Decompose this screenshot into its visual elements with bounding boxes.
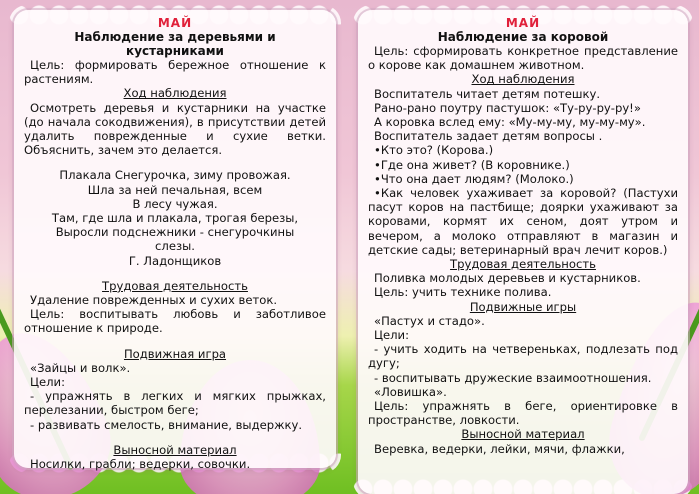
goal-text: Цель: формировать бережное отношение к растениям. [24,58,326,87]
poem-author: Г. Ладонщиков [128,253,222,268]
material-heading: Выносной материал [113,442,237,457]
observation-line: А коровка вслед ему: «Му-му-му, му-му-му». [374,115,646,130]
poem-line: слезы. [155,239,195,254]
labor-goal: Цель: учить технике полива. [374,285,552,300]
question-item: •Где она живет? (В коровнике.) [374,157,570,172]
game-goals-label: Цели: [374,328,409,343]
observation-line: Воспитатель задает детям вопросы . [374,129,603,144]
material-text: Веревка, ведерки, лейки, мячи, флажки, [374,441,625,456]
goal-text: Цель: сформировать конкретное представление о корове как домашнем животном. [368,44,678,73]
month-label: МАЙ [505,16,541,30]
labor-goal: Цель: воспитывать любовь и заботливое отношение к природе. [24,307,326,336]
card-title: Наблюдение за деревьями и кустарниками [74,30,276,58]
card-title: Наблюдение за коровой [437,30,609,44]
game-goal: - упражнять в легких и мягких прыжках, перелезании, быстром беге; [24,389,326,418]
game-name: «Ловишка». [374,384,447,399]
poem-line: Плакала Снегурочка, зиму провожая. [59,168,291,183]
labor-heading: Трудовая деятельность [102,278,248,293]
game-goal: - учить ходить на четвереньках, подлезать под дугу; [368,342,678,371]
poem [24,168,326,267]
poem-line: В лесу чужая. [132,196,218,211]
question-item: •Как человек ухаживает за коровой? (Пастухи пасут коров на пастбище; доярки ухаживают за коровами, кормят их сеном, доят утром и вечером, а молоко отправляют в магазин и детские сады; ветеринарный врач лечит коров.) [368,186,678,257]
observation-text: Осмотреть деревья и кустарники на участке (до начала сокодвижения), в присутствии детей удалить поврежденные и сухие ветки. Объяснить, зачем это делается. [24,100,326,158]
game-goals-label: Цели: [30,375,65,390]
right-observation-card [358,10,688,494]
question-item: •Что она дает людям? (Молоко.) [374,171,574,186]
game-name: «Пастух и стадо». [374,313,485,328]
poem-line: Шла за ней печальная, всем [87,182,263,197]
material-text: Носилки, грабли; ведерки, совочки. [30,457,251,472]
game-goal: Цель: упражнять в беге, ориентировке в пространстве, ловкости. [368,399,678,428]
game-heading: Подвижная игра [123,346,227,361]
month-label: МАЙ [157,16,193,30]
poem-line: Там, где шла и плакала, трогая березы, [51,211,299,226]
labor-text: Поливка молодых деревьев и кустарников. [374,271,641,286]
left-observation-card [14,10,336,472]
material-heading: Выносной материал [461,427,585,442]
game-name: «Зайцы и волк». [30,360,131,375]
games-heading: Подвижные игры [469,299,577,314]
labor-text: Удаление поврежденных и сухих веток. [30,293,278,308]
observation-heading: Ход наблюдения [123,86,227,101]
observation-heading: Ход наблюдения [471,72,575,87]
observation-line: Рано-рано поутру пастушок: «Ту-ру-ру-ру!» [374,100,641,115]
game-goal: - воспитывать дружеские взаимоотношения. [374,370,652,385]
question-item: •Кто это? (Корова.) [374,143,494,158]
poem-line: Выросли подснежники - снегурочкины [55,225,295,240]
game-goal: - развивать смелость, внимание, выдержку. [30,417,303,432]
observation-line: Воспитатель читает детям потешку. [374,86,601,101]
labor-heading: Трудовая деятельность [450,257,596,272]
